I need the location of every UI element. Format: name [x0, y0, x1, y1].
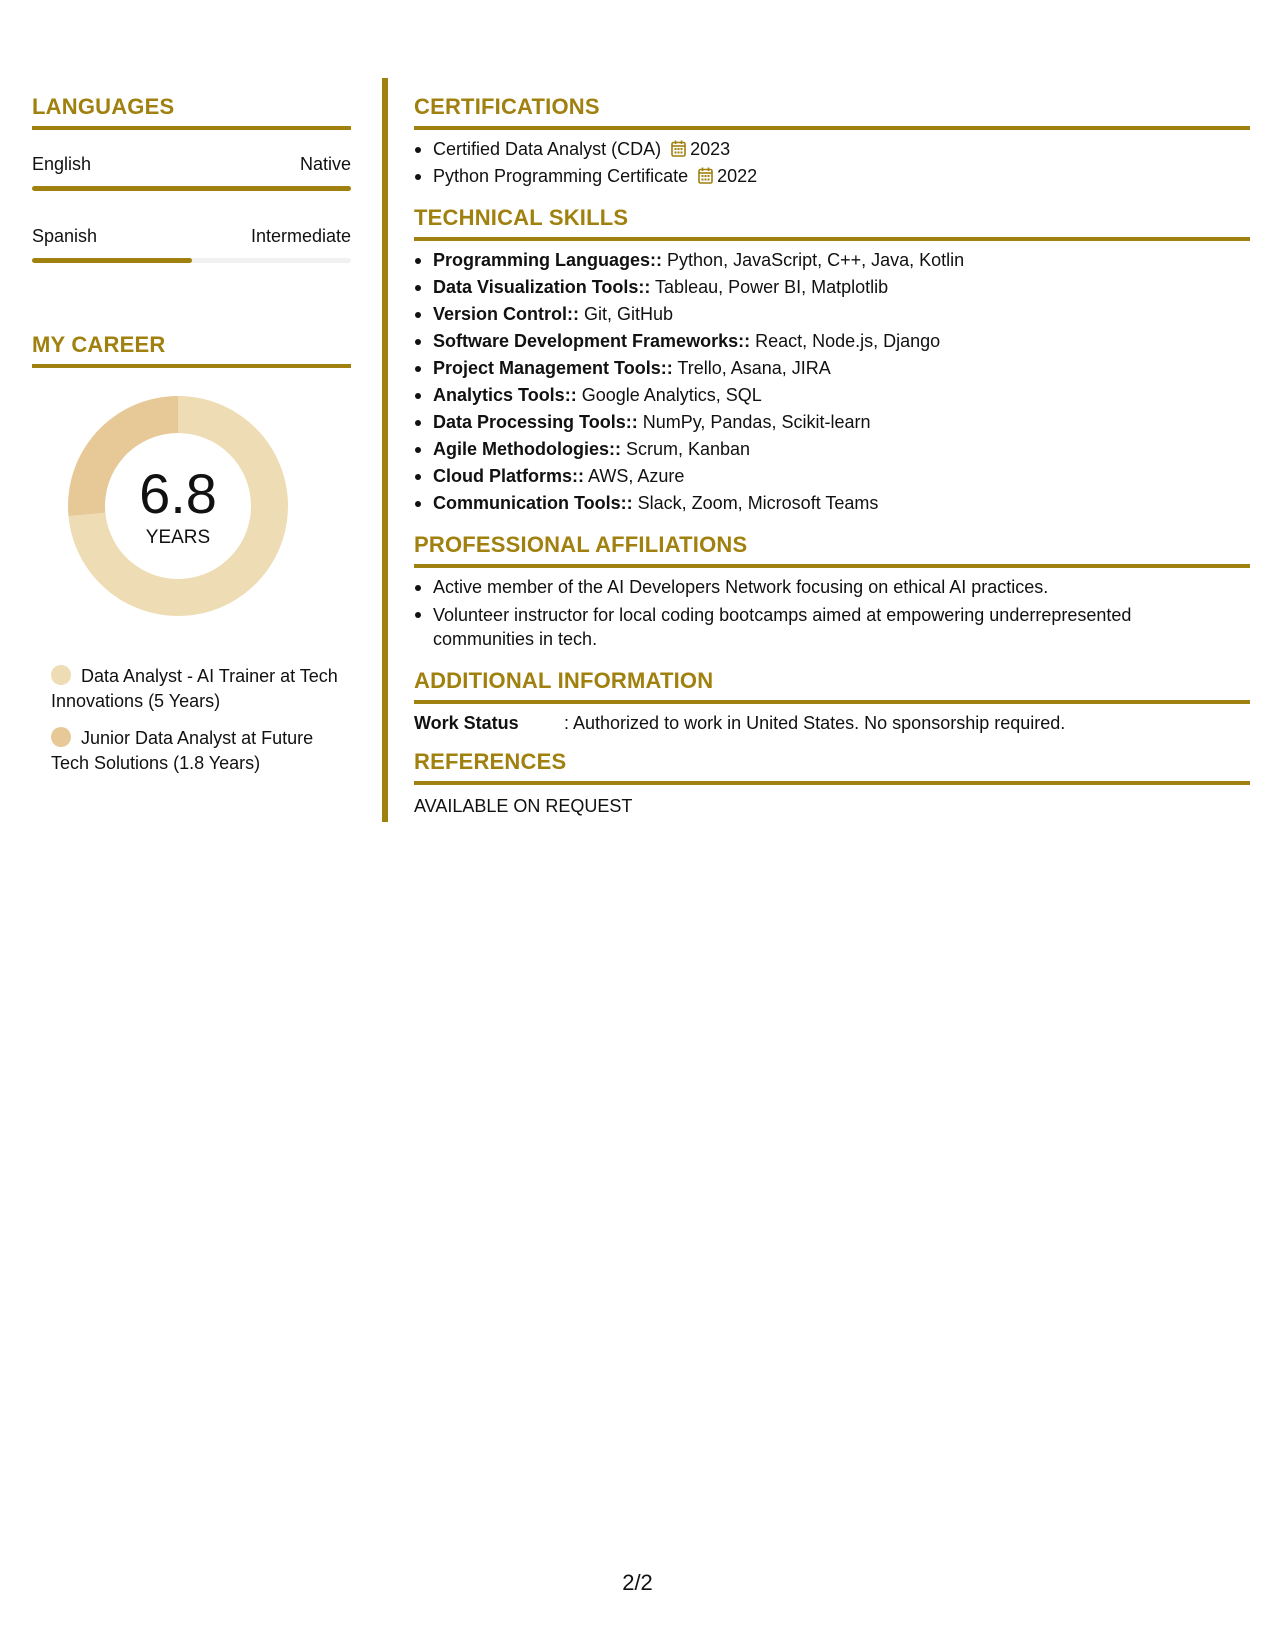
- skill-category: Analytics Tools::: [433, 385, 577, 405]
- certifications-section: [414, 96, 1250, 190]
- certification-year: 2023: [690, 139, 731, 159]
- legend-dot: [51, 727, 71, 747]
- languages-section: [32, 96, 351, 263]
- skill-item: [414, 355, 1250, 382]
- certifications-title: CERTIFICATIONS: [414, 94, 600, 119]
- skill-values: NumPy, Pandas, Scikit-learn: [637, 412, 871, 432]
- skill-item: [414, 301, 1250, 328]
- language-name: English: [32, 154, 92, 174]
- skill-values: React, Node.js, Django: [750, 331, 941, 351]
- career-legend-label: Data Analyst - AI Trainer at Tech Innovations (5 Years): [51, 666, 338, 711]
- skill-values: Slack, Zoom, Microsoft Teams: [632, 493, 879, 513]
- skill-values: Python, JavaScript, C++, Java, Kotlin: [662, 250, 965, 270]
- language-bar: [32, 186, 351, 191]
- skill-category: Cloud Platforms::: [433, 466, 584, 486]
- section-rule: [414, 781, 1250, 785]
- skill-category: Agile Methodologies::: [433, 439, 621, 459]
- skill-item: [414, 382, 1250, 409]
- section-rule: [414, 564, 1250, 568]
- certification-name: Certified Data Analyst (CDA): [433, 139, 662, 159]
- language-bar: [32, 258, 351, 263]
- skill-values: Git, GitHub: [579, 304, 674, 324]
- language-item-spanish: [32, 227, 351, 263]
- skill-values: Tableau, Power BI, Matplotlib: [650, 277, 889, 297]
- skill-category: Data Visualization Tools::: [433, 277, 651, 297]
- languages-title: LANGUAGES: [32, 94, 175, 119]
- skill-values: Trello, Asana, JIRA: [672, 358, 831, 378]
- skill-item: [414, 436, 1250, 463]
- additional-info-title: ADDITIONAL INFORMATION: [414, 668, 714, 693]
- skill-item: [414, 274, 1250, 301]
- language-bar-fill: [32, 186, 351, 191]
- career-total-unit: YEARS: [145, 526, 211, 548]
- language-item-english: [32, 155, 351, 191]
- work-status-value: : Authorized to work in United States. No sponsorship required.: [564, 713, 1066, 733]
- section-rule: [414, 700, 1250, 704]
- technical-skills-section: [414, 207, 1250, 517]
- skill-item: [414, 328, 1250, 355]
- section-rule: [414, 126, 1250, 130]
- technical-skills-title: TECHNICAL SKILLS: [414, 205, 629, 230]
- skill-category: Programming Languages::: [433, 250, 663, 270]
- language-level: Native: [299, 154, 351, 174]
- skill-item: [414, 490, 1250, 517]
- page-number: 2/2: [622, 1570, 653, 1595]
- skill-item: [414, 463, 1250, 490]
- skill-category: Version Control::: [433, 304, 580, 324]
- additional-info-section: [414, 670, 1250, 737]
- skill-values: Google Analytics, SQL: [576, 385, 762, 405]
- affiliation-item: Active member of the AI Developers Network focusing on ethical AI practices.: [414, 574, 1174, 601]
- calendar-icon: [671, 140, 686, 157]
- certification-year: 2022: [717, 166, 758, 186]
- references-text: AVAILABLE ON REQUEST: [414, 796, 633, 816]
- work-status-row: [414, 710, 1250, 737]
- certifications-list: [414, 136, 1250, 190]
- calendar-icon: [698, 167, 713, 184]
- language-name: Spanish: [32, 226, 98, 246]
- career-legend-item: [51, 726, 351, 776]
- work-status-label: Work Status: [414, 713, 519, 733]
- career-total-years: 6.8: [139, 461, 217, 525]
- skill-item: [414, 409, 1250, 436]
- career-legend-label: Junior Data Analyst at Future Tech Solutions (1.8 Years): [51, 728, 314, 773]
- certification-name: Python Programming Certificate: [433, 166, 689, 186]
- affiliations-list: [414, 574, 1174, 651]
- references-title: REFERENCES: [414, 749, 567, 774]
- section-rule: [414, 237, 1250, 241]
- career-section: [32, 334, 351, 834]
- skill-category: Software Development Frameworks::: [433, 331, 751, 351]
- skill-category: Project Management Tools::: [433, 358, 673, 378]
- skill-item: [414, 247, 1250, 274]
- skill-category: Communication Tools::: [433, 493, 633, 513]
- references-section: [414, 751, 1250, 820]
- career-legend-item: [51, 664, 351, 714]
- legend-dot: [51, 665, 71, 685]
- career-title: MY CAREER: [32, 332, 166, 357]
- technical-skills-list: [414, 247, 1250, 517]
- career-donut: [66, 394, 290, 618]
- affiliations-title: PROFESSIONAL AFFILIATIONS: [414, 532, 748, 557]
- certification-item: [414, 136, 1250, 163]
- skill-values: AWS, Azure: [584, 466, 685, 486]
- donut-center: [66, 394, 290, 618]
- affiliations-section: [414, 534, 1250, 651]
- language-bar-fill: [32, 258, 192, 263]
- skill-category: Data Processing Tools::: [433, 412, 638, 432]
- column-divider: [382, 78, 388, 822]
- affiliation-item: Volunteer instructor for local coding bootcamps aimed at empowering underrepresented communities in tech.: [414, 601, 1174, 651]
- language-level: Intermediate: [250, 226, 351, 246]
- section-rule: [32, 126, 351, 130]
- certification-item: [414, 163, 1250, 190]
- skill-values: Scrum, Kanban: [621, 439, 751, 459]
- section-rule: [32, 364, 351, 368]
